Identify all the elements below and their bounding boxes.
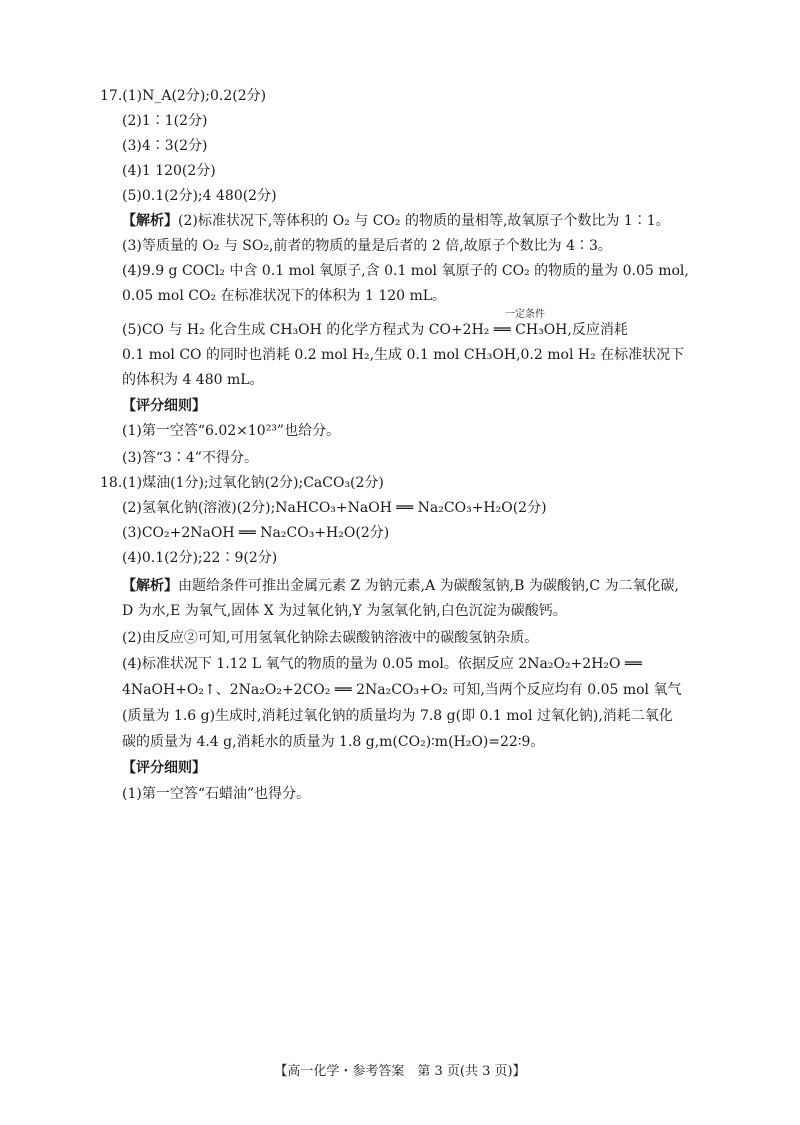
reaction-condition: 一定条件: [505, 309, 545, 320]
q17-grading-1: (1)第一空答“6.02×10²³”也给分。: [122, 423, 341, 439]
q18-analysis-text-3c: (质量为 1.6 g)生成时,消耗过氧化钠的质量均为 7.8 g(即 0.1 mol 过氧化钠),消耗二氧化: [122, 708, 673, 724]
page-footer: 【高一化学・参考答案 第 3 页(共 3 页)】: [274, 1064, 526, 1079]
q17-answer-4: (4)1 120(2分): [122, 163, 216, 179]
q17-analysis-text-4b: 0.1 mol CO 的同时也消耗 0.2 mol H₂,生成 0.1 mol CH₃OH,0.2 mol H₂ 在标准状况下: [122, 347, 685, 363]
q17-analysis-label: 【解析】: [122, 213, 178, 229]
q18-analysis-text-1a: 由题给条件可推出金属元素 Z 为钠元素,A 为碳酸氢钠,B 为碳酸钠,C 为二氧化碳,: [178, 578, 679, 594]
q17-analysis: [122, 213, 670, 231]
q18-analysis-text-3b: 4NaOH+O₂↑、2Na₂O₂+2CO₂ ══ 2Na₂CO₃+O₂ 可知,当两个反应均有 0.05 mol 氧气: [122, 682, 682, 698]
q18-analysis-text-3d: 碳的质量为 4.4 g,消耗水的质量为 1.8 g,m(CO₂)∶m(H₂O)=22∶9。: [122, 734, 545, 750]
q18-answer-2: (2)氢氧化钠(溶液)(2分);NaHCO₃+NaOH ══ Na₂CO₃+H₂O(2分): [122, 500, 547, 516]
q18-grading-1: (1)第一空答“石蜡油”也得分。: [122, 786, 311, 802]
q17-answer-5: (5)0.1(2分);4 480(2分): [122, 188, 277, 204]
q17-analysis-text-4a: (5)CO 与 H₂ 化合生成 CH₃OH 的化学方程式为 CO+2H₂ ══ CH₃OH,反应消耗: [122, 322, 628, 338]
q18-answer-1: 18.(1)煤油(1分);过氧化钠(2分);CaCO₃(2分): [100, 475, 384, 491]
q17-grading-label: 【评分细则】: [122, 398, 206, 414]
q17-analysis-text-1: (2)标准状况下,等体积的 O₂ 与 CO₂ 的物质的量相等,故氧原子个数比为 1∶1。: [178, 213, 670, 229]
q18-analysis-label: 【解析】: [122, 578, 178, 594]
q17-grading-2: (3)答“3∶4”不得分。: [122, 450, 258, 466]
q17-answer-2: (2)1∶1(2分): [122, 113, 208, 129]
q18-analysis-text-3a: (4)标准状况下 1.12 L 氧气的物质的量为 0.05 mol。依据反应 2Na₂O₂+2H₂O ══: [122, 656, 642, 672]
q18-analysis: [122, 578, 679, 596]
q18-answer-3: (3)CO₂+2NaOH ══ Na₂CO₃+H₂O(2分): [122, 525, 390, 541]
q17-answer-1: 17.(1)N_A(2分);0.2(2分): [100, 88, 267, 104]
q17-answer-3: (3)4∶3(2分): [122, 138, 208, 154]
q17-analysis-text-3a: (4)9.9 g COCl₂ 中含 0.1 mol 氧原子,含 0.1 mol 氧原子的 CO₂ 的物质的量为 0.05 mol,: [122, 263, 689, 279]
q17-analysis-text-2: (3)等质量的 O₂ 与 SO₂,前者的物质的量是后者的 2 倍,故原子个数比为 4∶3。: [122, 238, 612, 254]
q17-analysis-text-4c: 的体积为 4 480 mL。: [122, 372, 264, 388]
q18-grading-label: 【评分细则】: [122, 760, 206, 776]
q18-analysis-text-1b: D 为水,E 为氧气,固体 X 为过氧化钠,Y 为氢氧化钠,白色沉淀为碳酸钙。: [122, 603, 567, 619]
q18-analysis-text-2: (2)由反应②可知,可用氢氧化钠除去碳酸钠溶液中的碳酸氢钠杂质。: [122, 630, 539, 646]
q17-analysis-text-3b: 0.05 mol CO₂ 在标准状况下的体积为 1 120 mL。: [122, 288, 447, 304]
q18-answer-4: (4)0.1(2分);22∶9(2分): [122, 550, 278, 566]
